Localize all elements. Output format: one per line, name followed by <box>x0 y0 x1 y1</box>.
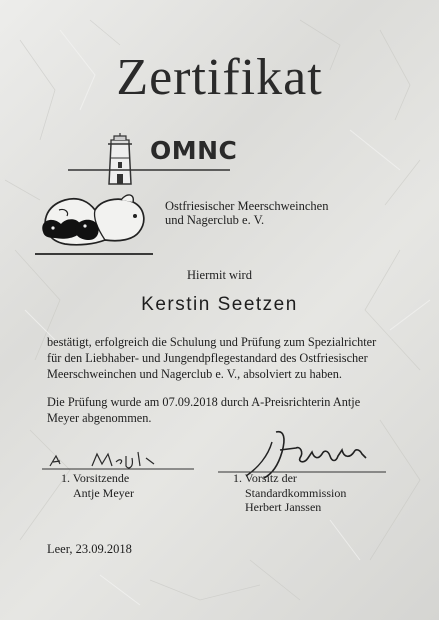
guinea-pigs-illustration-icon <box>35 186 153 258</box>
right-signer-name: Herbert Janssen <box>245 500 322 514</box>
left-signer-role: 1. Vorsitzende <box>61 471 130 485</box>
club-name-line-1: Ostfriesischer Meerschweinchen <box>165 199 329 213</box>
logo-underline <box>68 168 230 172</box>
lighthouse-logo-icon <box>100 132 140 192</box>
signature-left <box>42 448 194 472</box>
logo-wordmark: OMNC <box>150 136 238 165</box>
body-text-line: für den Liebhaber- und Jungendpflegestandard des Ostfriesischer <box>47 351 368 365</box>
intro-text: Hiermit wird <box>187 268 252 282</box>
exam-text-line: Meyer abgenommen. <box>47 411 152 425</box>
place-and-date: Leer, 23.09.2018 <box>47 542 132 556</box>
body-text-line: Meerschweinchen und Nagerclub e. V., absolviert zu haben. <box>47 367 342 381</box>
left-signer-name: Antje Meyer <box>73 486 134 500</box>
body-text-line: bestätigt, erfolgreich die Schulung und Prüfung zum Spezialrichter <box>47 335 377 349</box>
club-name-line-2: und Nagerclub e. V. <box>165 213 265 227</box>
certificate-title: Zertifikat <box>116 49 323 106</box>
right-signer-role: 1. Vorsitz der <box>233 471 297 485</box>
right-signer-department: Standardkommission <box>245 486 347 500</box>
recipient-name: Kerstin Seetzen <box>141 294 298 315</box>
exam-text-line: Die Prüfung wurde am 07.09.2018 durch A-Preisrichterin Antje <box>47 395 361 409</box>
